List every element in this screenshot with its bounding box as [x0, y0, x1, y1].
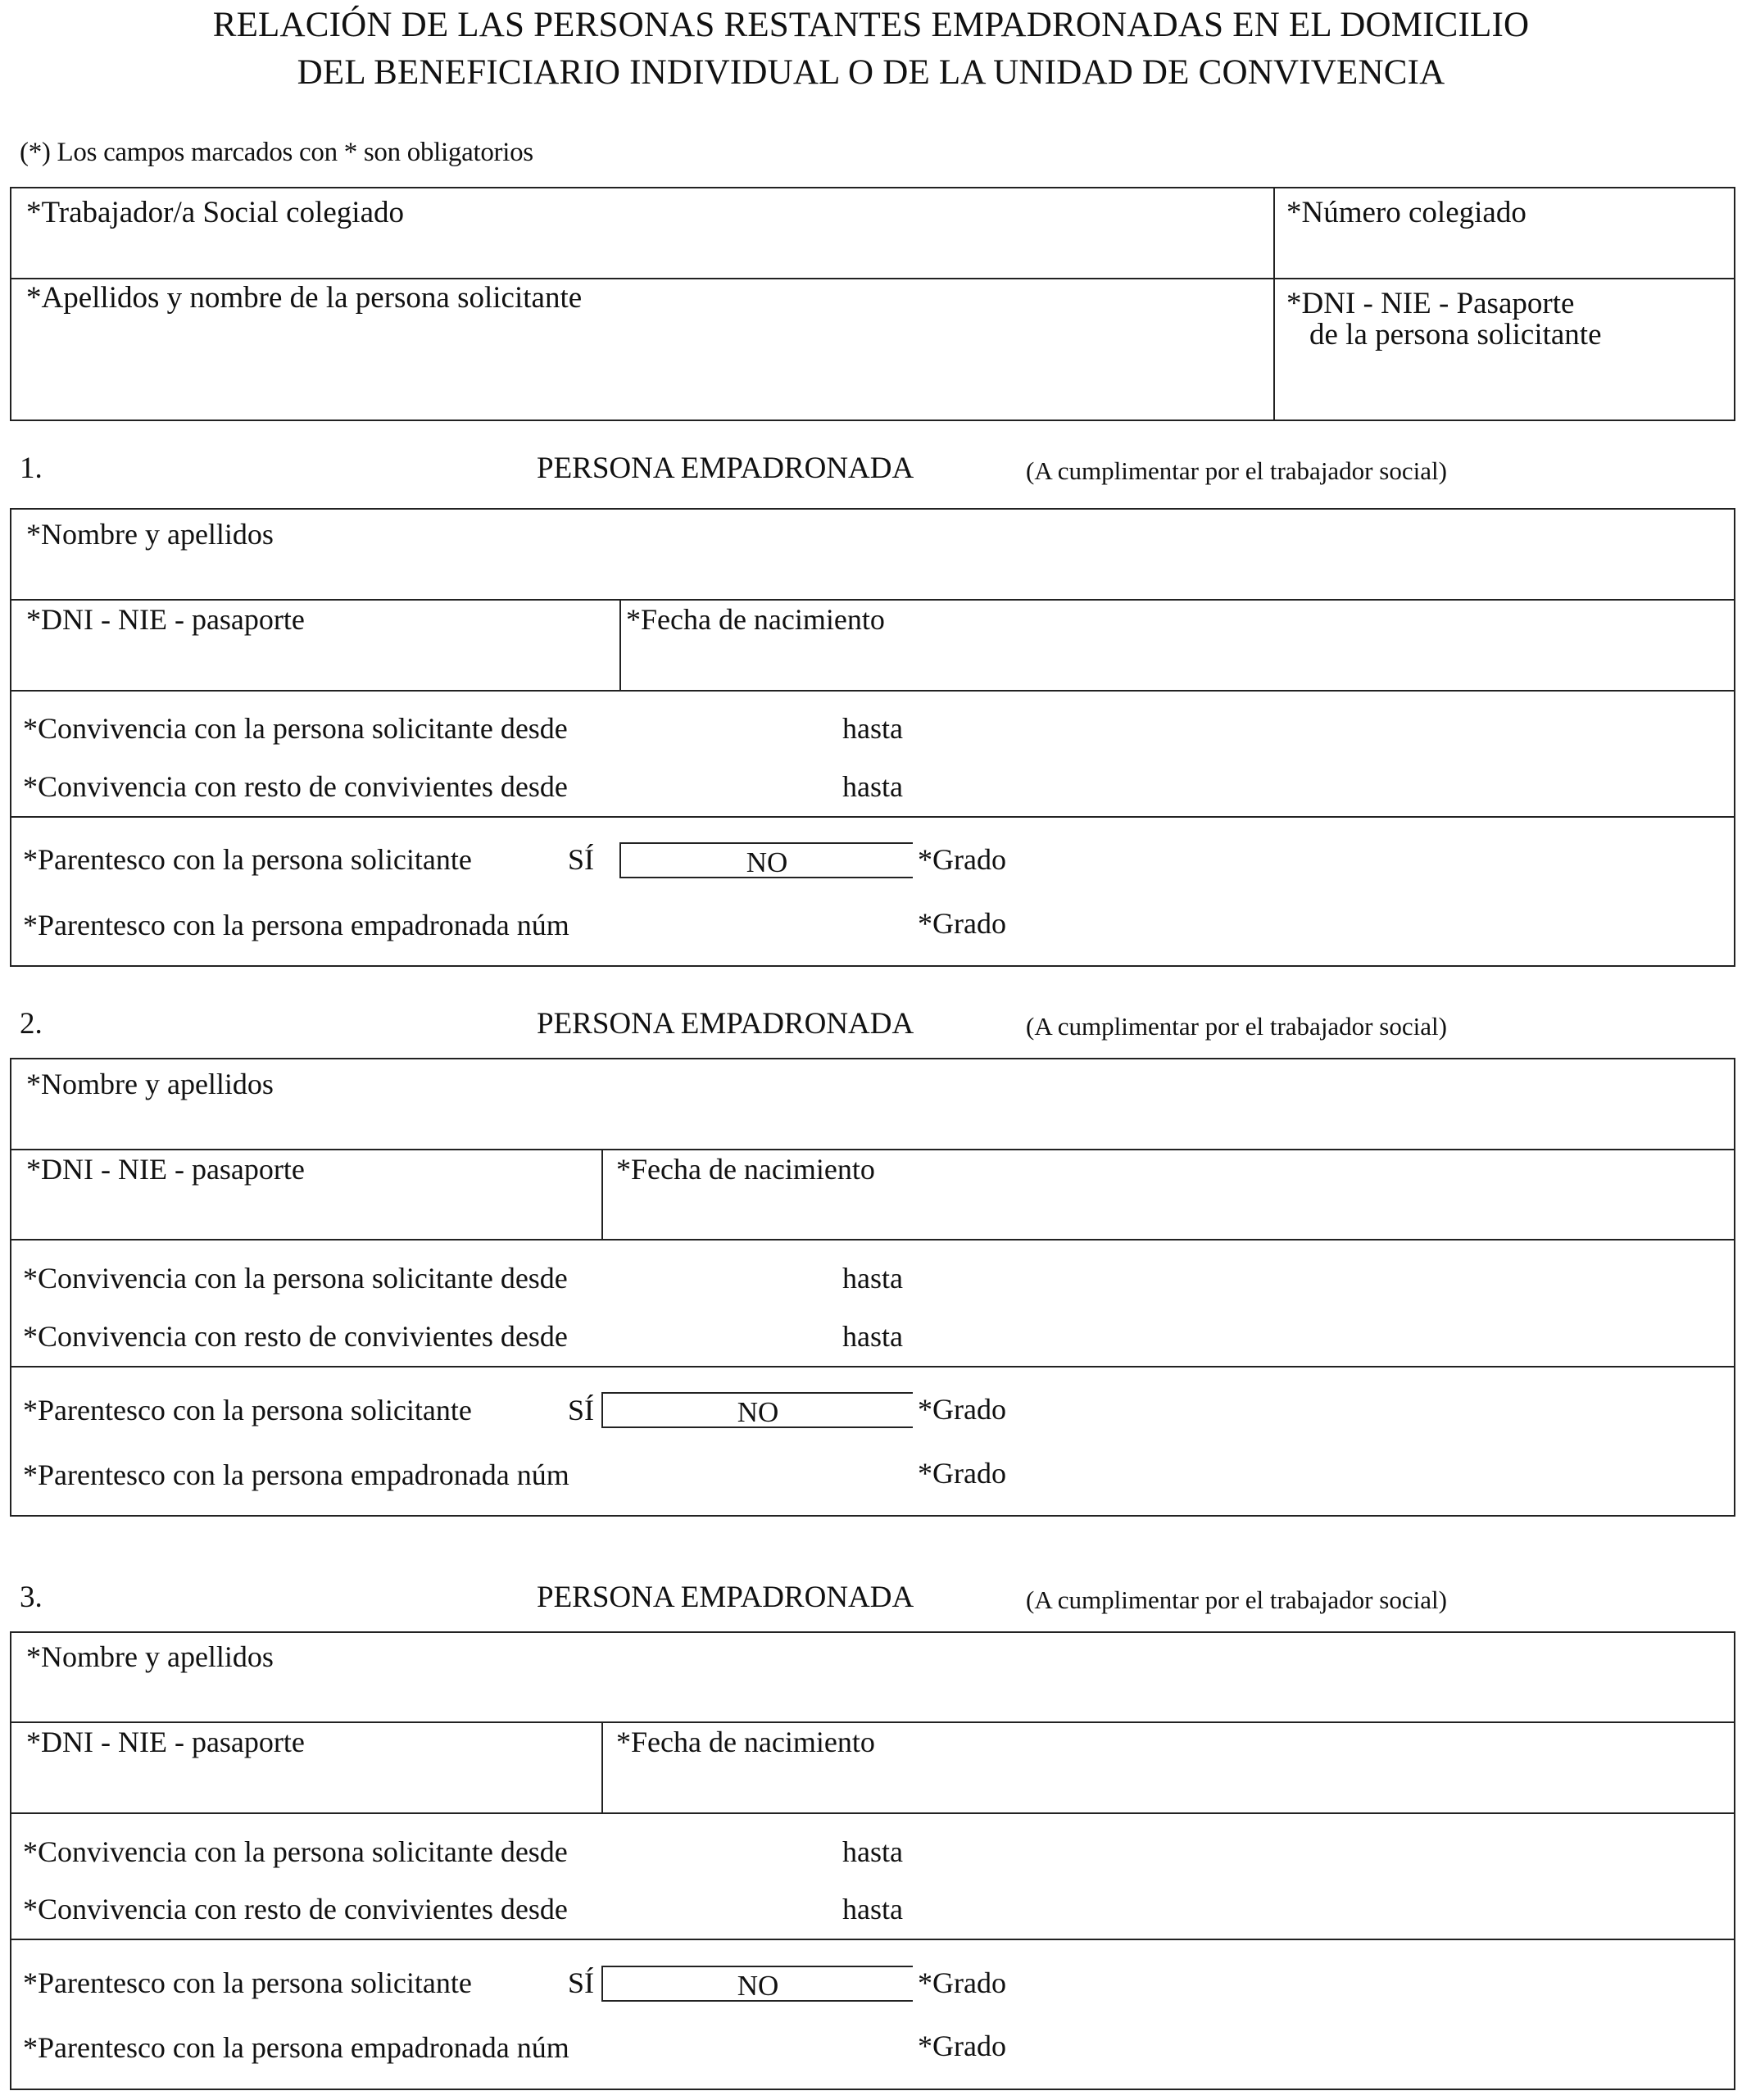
- applicant-dni-field[interactable]: [1286, 288, 1602, 351]
- section-number: 1.: [20, 451, 43, 485]
- no-option[interactable]: NO: [601, 1966, 913, 2002]
- title-line-2: DEL BENEFICIARIO INDIVIDUAL O DE LA UNIDAD DE CONVIVENCIA: [297, 53, 1445, 92]
- social-worker-field[interactable]: *Trabajador/a Social colegiado: [26, 196, 405, 229]
- name-field[interactable]: *Nombre y apellidos: [26, 518, 274, 551]
- dni-field[interactable]: *DNI - NIE - pasaporte: [26, 1726, 305, 1758]
- cohabitation-others-field[interactable]: *Convivencia con resto de convivientes desde: [23, 1320, 568, 1353]
- kinship-applicant-field[interactable]: *Parentesco con la persona solicitante: [23, 1966, 472, 1999]
- title-line-1: RELACIÓN DE LAS PERSONAS RESTANTES EMPADRONADAS EN EL DOMICILIO: [212, 6, 1530, 44]
- section-number: 3.: [20, 1581, 43, 1614]
- dni-field[interactable]: *DNI - NIE - pasaporte: [26, 603, 305, 636]
- kinship-applicant-field[interactable]: *Parentesco con la persona solicitante: [23, 843, 472, 876]
- cohabitation-others-field[interactable]: *Convivencia con resto de convivientes desde: [23, 770, 568, 803]
- cohabitation-others-field[interactable]: *Convivencia con resto de convivientes desde: [23, 1893, 568, 1925]
- until-label-2: hasta: [842, 770, 903, 803]
- dni-field[interactable]: *DNI - NIE - pasaporte: [26, 1153, 305, 1186]
- until-label-1: hasta: [842, 712, 903, 745]
- yes-option[interactable]: SÍ: [568, 1394, 595, 1426]
- member-number-field[interactable]: *Número colegiado: [1286, 196, 1527, 229]
- degree-field-1[interactable]: *Grado: [918, 843, 1006, 876]
- applicant-dni-label-1: *DNI - NIE - Pasaporte: [1286, 287, 1575, 320]
- degree-field-2[interactable]: *Grado: [918, 2030, 1006, 2062]
- section-title: PERSONA EMPADRONADA: [537, 451, 914, 485]
- section-note: (A cumplimentar por el trabajador social): [1026, 1585, 1447, 1614]
- cohabitation-applicant-field[interactable]: *Convivencia con la persona solicitante desde: [23, 1262, 568, 1295]
- section-number: 2.: [20, 1007, 43, 1041]
- mandatory-fields-note: (*) Los campos marcados con * son obligatorios: [20, 138, 533, 167]
- until-label-2: hasta: [842, 1893, 903, 1925]
- name-field[interactable]: *Nombre y apellidos: [26, 1640, 274, 1673]
- section-title: PERSONA EMPADRONADA: [537, 1007, 914, 1041]
- no-option[interactable]: NO: [619, 842, 913, 878]
- birthdate-field[interactable]: *Fecha de nacimiento: [616, 1153, 875, 1186]
- section-title: PERSONA EMPADRONADA: [537, 1581, 914, 1614]
- degree-field-2[interactable]: *Grado: [918, 1457, 1006, 1490]
- cohabitation-applicant-field[interactable]: *Convivencia con la persona solicitante desde: [23, 1835, 568, 1868]
- applicant-name-field[interactable]: *Apellidos y nombre de la persona solicitante: [26, 281, 583, 315]
- document-title: [0, 2, 1742, 97]
- degree-field-1[interactable]: *Grado: [918, 1966, 1006, 1999]
- applicant-dni-label-2: de la persona solicitante: [1309, 318, 1602, 352]
- yes-option[interactable]: SÍ: [568, 1966, 595, 1999]
- yes-option[interactable]: SÍ: [568, 843, 595, 876]
- degree-field-2[interactable]: *Grado: [918, 907, 1006, 940]
- birthdate-field[interactable]: *Fecha de nacimiento: [616, 1726, 875, 1758]
- until-label-2: hasta: [842, 1320, 903, 1353]
- section-note: (A cumplimentar por el trabajador social): [1026, 1012, 1447, 1041]
- degree-field-1[interactable]: *Grado: [918, 1393, 1006, 1426]
- kinship-registered-field[interactable]: *Parentesco con la persona empadronada núm: [23, 2031, 569, 2064]
- birthdate-field[interactable]: *Fecha de nacimiento: [626, 603, 885, 636]
- no-option[interactable]: NO: [601, 1392, 913, 1428]
- until-label-1: hasta: [842, 1262, 903, 1295]
- section-note: (A cumplimentar por el trabajador social): [1026, 456, 1447, 485]
- name-field[interactable]: *Nombre y apellidos: [26, 1068, 274, 1100]
- cohabitation-applicant-field[interactable]: *Convivencia con la persona solicitante desde: [23, 712, 568, 745]
- kinship-registered-field[interactable]: *Parentesco con la persona empadronada núm: [23, 1458, 569, 1491]
- until-label-1: hasta: [842, 1835, 903, 1868]
- kinship-registered-field[interactable]: *Parentesco con la persona empadronada núm: [23, 909, 569, 941]
- kinship-applicant-field[interactable]: *Parentesco con la persona solicitante: [23, 1394, 472, 1426]
